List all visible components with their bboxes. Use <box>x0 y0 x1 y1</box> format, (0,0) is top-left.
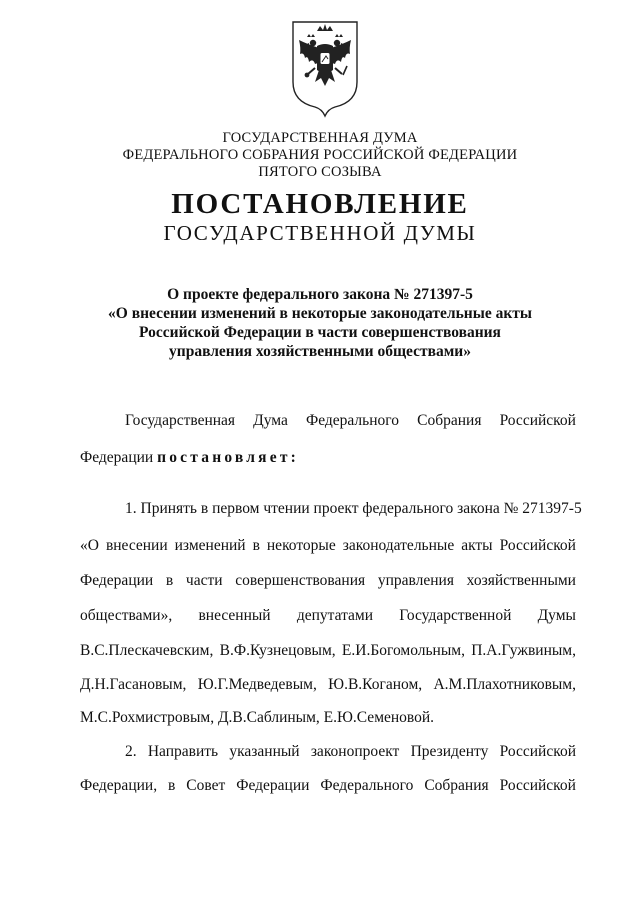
body-word: в <box>168 777 176 794</box>
body-word: Дума <box>253 412 288 429</box>
body-word: хозяйственными <box>466 572 576 589</box>
body-word: «О <box>80 537 99 554</box>
body-word: Федерации, <box>80 777 158 794</box>
body-line <box>125 741 576 763</box>
body-line <box>80 605 576 627</box>
body-word: Государственной <box>399 607 512 624</box>
resolution-verb: постановляет: <box>157 449 299 466</box>
document-subtitle: ГОСУДАРСТВЕННОЙ ДУМЫ <box>163 221 477 245</box>
body-word: Собрания <box>424 777 489 794</box>
body-word: Российской <box>499 412 576 429</box>
double-headed-eagle-icon <box>289 18 361 118</box>
body-word: законопроект <box>310 743 400 760</box>
body-text: Федерации <box>80 449 158 466</box>
body-word: Совет <box>186 777 226 794</box>
body-line <box>125 410 576 432</box>
body-line <box>80 640 576 662</box>
body-word: указанный <box>229 743 300 760</box>
body-word: В.Ф.Кузнецовым, <box>219 642 336 659</box>
body-line <box>80 775 576 797</box>
body-word: управления <box>377 572 454 589</box>
body-line <box>80 535 576 557</box>
body-word: 2. <box>125 743 137 760</box>
body-word: Федерации <box>80 572 154 589</box>
body-line <box>80 570 576 592</box>
body-word: П.А.Гужвиным, <box>471 642 576 659</box>
body-word: Российской <box>499 777 576 794</box>
body-word: Ю.В.Коганом, <box>328 676 423 693</box>
body-word: в <box>252 537 260 554</box>
org-line: ФЕДЕРАЛЬНОГО СОБРАНИЯ РОССИЙСКОЙ ФЕДЕРАЦИИ <box>122 147 518 163</box>
body-word: Е.И.Богомольным, <box>341 642 465 659</box>
body-word: Направить <box>147 743 219 760</box>
body-line: М.С.Рохмистровым, Д.В.Саблиным, Е.Ю.Семеновой. <box>80 709 435 726</box>
body-word: изменений <box>174 537 246 554</box>
body-word: части <box>185 572 223 589</box>
body-word: некоторые <box>266 537 336 554</box>
body-word: Собрания <box>417 412 482 429</box>
body-word: Президенту <box>410 743 489 760</box>
body-word: В.С.Плескачевским, <box>80 642 214 659</box>
body-word: внесенный <box>198 607 271 624</box>
body-word: законодательные <box>342 537 455 554</box>
body-line: 1. Принять в первом чтении проект федерального закона № 271397-5 <box>125 500 582 517</box>
body-word: депутатами <box>296 607 374 624</box>
body-word: совершенствования <box>235 572 366 589</box>
body-word: акты <box>461 537 493 554</box>
org-line: ПЯТОГО СОЗЫВА <box>258 164 382 180</box>
subject-line: О проекте федерального закона № 271397-5 <box>167 286 473 303</box>
body-word: Федерации <box>236 777 310 794</box>
issuing-authority <box>0 130 640 181</box>
body-word: Российской <box>499 537 576 554</box>
body-word: обществами», <box>80 607 173 624</box>
body-word: А.М.Плахотниковым, <box>433 676 576 693</box>
body-word: Ю.Г.Медведевым, <box>197 676 317 693</box>
subject-line: Российской Федерации в части совершенствования <box>139 324 501 341</box>
document-subject <box>0 285 640 361</box>
body-word: Федерального <box>305 412 400 429</box>
subject-line: управления хозяйственными обществами» <box>169 343 471 360</box>
body-word: внесении <box>105 537 168 554</box>
document-title: ПОСТАНОВЛЕНИЕ <box>171 188 469 220</box>
body-word: Думы <box>537 607 576 624</box>
body-word: Д.Н.Гасановым, <box>80 676 187 693</box>
body-word: Российской <box>499 743 576 760</box>
body-line <box>80 674 576 696</box>
body-word: Государственная <box>125 412 236 429</box>
body-word: Федерального <box>320 777 414 794</box>
org-line: ГОСУДАРСТВЕННАЯ ДУМА <box>222 130 418 146</box>
subject-line: «О внесении изменений в некоторые законодательные акты <box>108 305 532 322</box>
body-word: в <box>165 572 174 589</box>
body-line <box>80 447 576 469</box>
